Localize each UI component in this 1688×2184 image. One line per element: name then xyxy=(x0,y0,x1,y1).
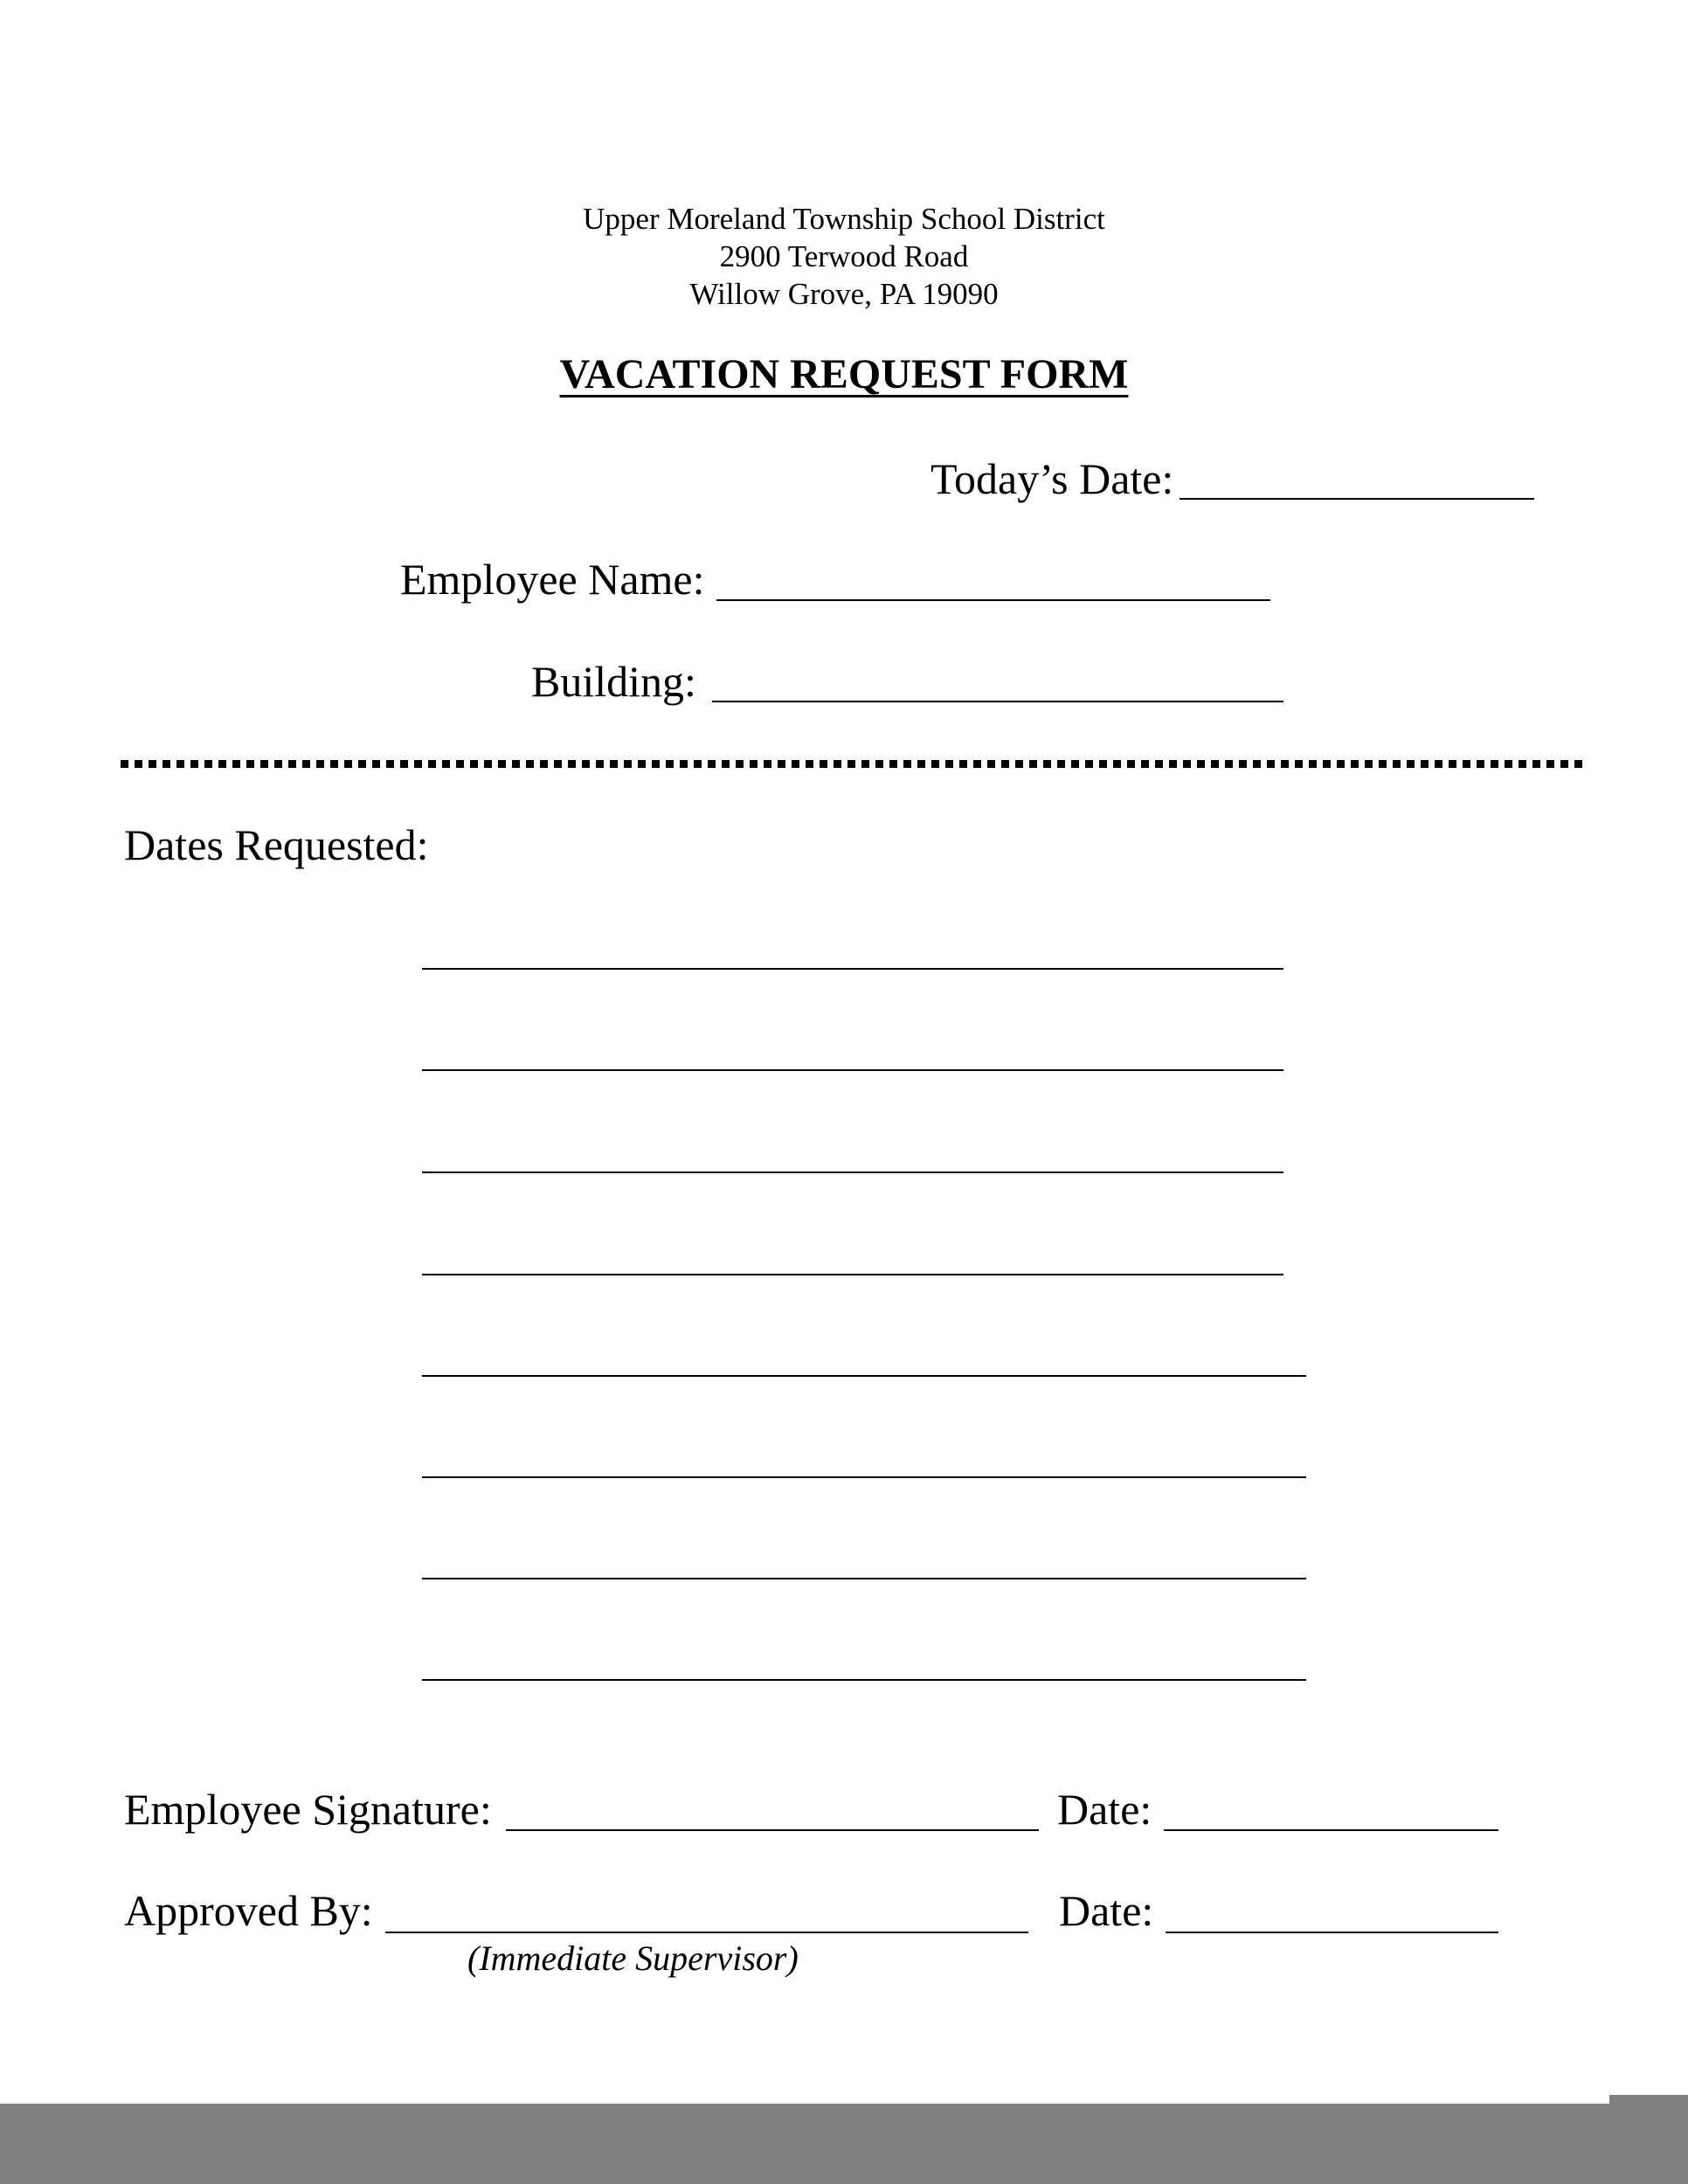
employee-signature-label: Employee Signature: xyxy=(124,1785,492,1834)
supervisor-note: (Immediate Supervisor) xyxy=(467,1939,799,1978)
district-street: 2900 Terwood Road xyxy=(719,239,969,273)
approved-date-label: Date: xyxy=(1059,1886,1154,1935)
building-field[interactable] xyxy=(712,701,1283,702)
date-line-8[interactable] xyxy=(422,1679,1306,1681)
approved-by-field[interactable] xyxy=(385,1932,1028,1933)
signature-date-label: Date: xyxy=(1057,1785,1152,1834)
district-city: Willow Grove, PA 19090 xyxy=(689,277,999,311)
employee-name-field[interactable] xyxy=(716,599,1270,601)
district-name: Upper Moreland Township School District xyxy=(583,202,1105,236)
todays-date-field[interactable] xyxy=(1180,498,1534,500)
employee-signature-field[interactable] xyxy=(506,1829,1039,1831)
employee-name-label: Employee Name: xyxy=(400,555,705,604)
date-line-5[interactable] xyxy=(422,1375,1306,1377)
date-line-3[interactable] xyxy=(422,1171,1283,1173)
dates-requested-label: Dates Requested: xyxy=(124,820,429,869)
bottom-bar xyxy=(0,2104,1688,2184)
date-line-7[interactable] xyxy=(422,1578,1306,1579)
approved-by-label: Approved By: xyxy=(124,1886,373,1935)
date-line-1[interactable] xyxy=(422,968,1283,970)
building-label: Building: xyxy=(531,657,696,706)
date-line-6[interactable] xyxy=(422,1476,1306,1478)
dotted-separator xyxy=(121,760,1587,768)
signature-date-field[interactable] xyxy=(1164,1829,1498,1831)
date-line-4[interactable] xyxy=(422,1274,1283,1275)
todays-date-label: Today’s Date: xyxy=(930,454,1174,503)
approved-date-field[interactable] xyxy=(1166,1932,1498,1933)
form-title: VACATION REQUEST FORM xyxy=(559,351,1129,397)
date-line-2[interactable] xyxy=(422,1069,1283,1071)
